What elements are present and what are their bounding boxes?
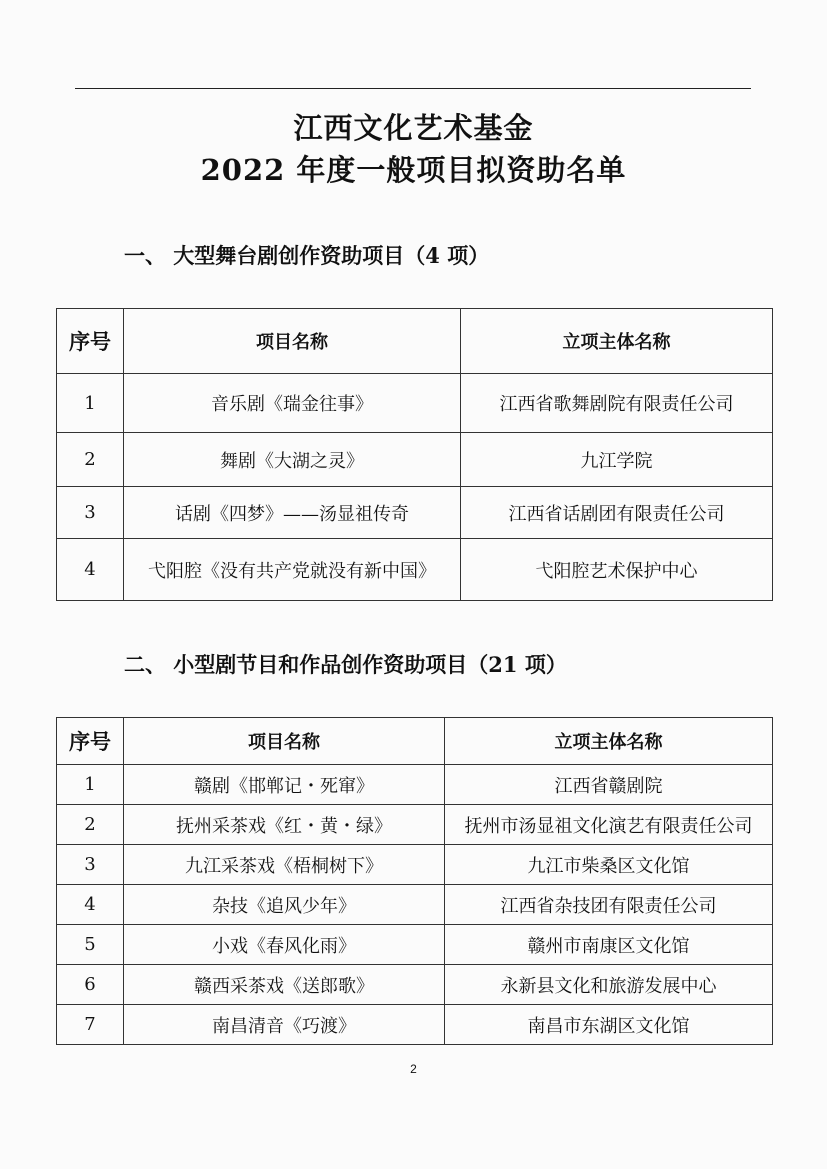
cell-project: 南昌清音《巧渡》 [124,1005,445,1045]
cell-index: 1 [57,374,124,433]
cell-entity: 弋阳腔艺术保护中心 [461,539,773,601]
table-row [57,433,773,487]
cell-entity: 九江学院 [461,433,773,487]
cell-index: 4 [57,885,124,925]
header-index: 序号 [57,309,124,374]
cell-index: 4 [57,539,124,601]
cell-project: 音乐剧《瑞金往事》 [124,374,461,433]
cell-entity: 江西省歌舞剧院有限责任公司 [461,374,773,433]
large-stage-table [56,308,773,601]
page-number: 2 [410,1062,417,1076]
table-row [57,765,773,805]
cell-project: 小戏《春风化雨》 [124,925,445,965]
cell-project: 舞剧《大湖之灵》 [124,433,461,487]
table-row [57,965,773,1005]
cell-entity: 江西省杂技团有限责任公司 [445,885,773,925]
header-project-name: 项目名称 [124,718,445,765]
header-project-name: 项目名称 [124,309,461,374]
section-heading-large-stage: 一、 大型舞台剧创作资助项目（4 项） [124,243,490,268]
cell-index: 3 [57,487,124,539]
cell-project: 赣剧《邯郸记・死窜》 [124,765,445,805]
document-title: 江西文化艺术基金 [293,111,534,145]
cell-entity: 抚州市汤显祖文化演艺有限责任公司 [445,805,773,845]
cell-index: 2 [57,433,124,487]
table-row [57,845,773,885]
cell-entity: 南昌市东湖区文化馆 [445,1005,773,1045]
table-row [57,925,773,965]
cell-entity: 赣州市南康区文化馆 [445,925,773,965]
header-entity-name: 立项主体名称 [445,718,773,765]
table-row [57,885,773,925]
cell-index: 5 [57,925,124,965]
cell-project: 抚州采茶戏《红・黄・绿》 [124,805,445,845]
cell-project: 杂技《追风少年》 [124,885,445,925]
section-heading-small-works: 二、 小型剧节目和作品创作资助项目（21 项） [124,652,567,677]
table-row [57,487,773,539]
cell-index: 2 [57,805,124,845]
small-works-table [56,717,773,1045]
table-row [57,539,773,601]
cell-index: 1 [57,765,124,805]
document-subtitle: 2022 年度一般项目拟资助名单 [200,153,627,187]
cell-index: 7 [57,1005,124,1045]
table-header-row [57,718,773,765]
cell-project: 九江采茶戏《梧桐树下》 [124,845,445,885]
table-row [57,374,773,433]
header-entity-name: 立项主体名称 [461,309,773,374]
table-row [57,805,773,845]
cell-project: 弋阳腔《没有共产党就没有新中国》 [124,539,461,601]
cell-entity: 永新县文化和旅游发展中心 [445,965,773,1005]
cell-project: 话剧《四梦》——汤显祖传奇 [124,487,461,539]
cell-project: 赣西采茶戏《送郎歌》 [124,965,445,1005]
table-row [57,1005,773,1045]
cell-entity: 江西省赣剧院 [445,765,773,805]
cell-index: 6 [57,965,124,1005]
table-header-row [57,309,773,374]
cell-entity: 江西省话剧团有限责任公司 [461,487,773,539]
cell-entity: 九江市柴桑区文化馆 [445,845,773,885]
top-rule [75,88,751,89]
cell-index: 3 [57,845,124,885]
header-index: 序号 [57,718,124,765]
